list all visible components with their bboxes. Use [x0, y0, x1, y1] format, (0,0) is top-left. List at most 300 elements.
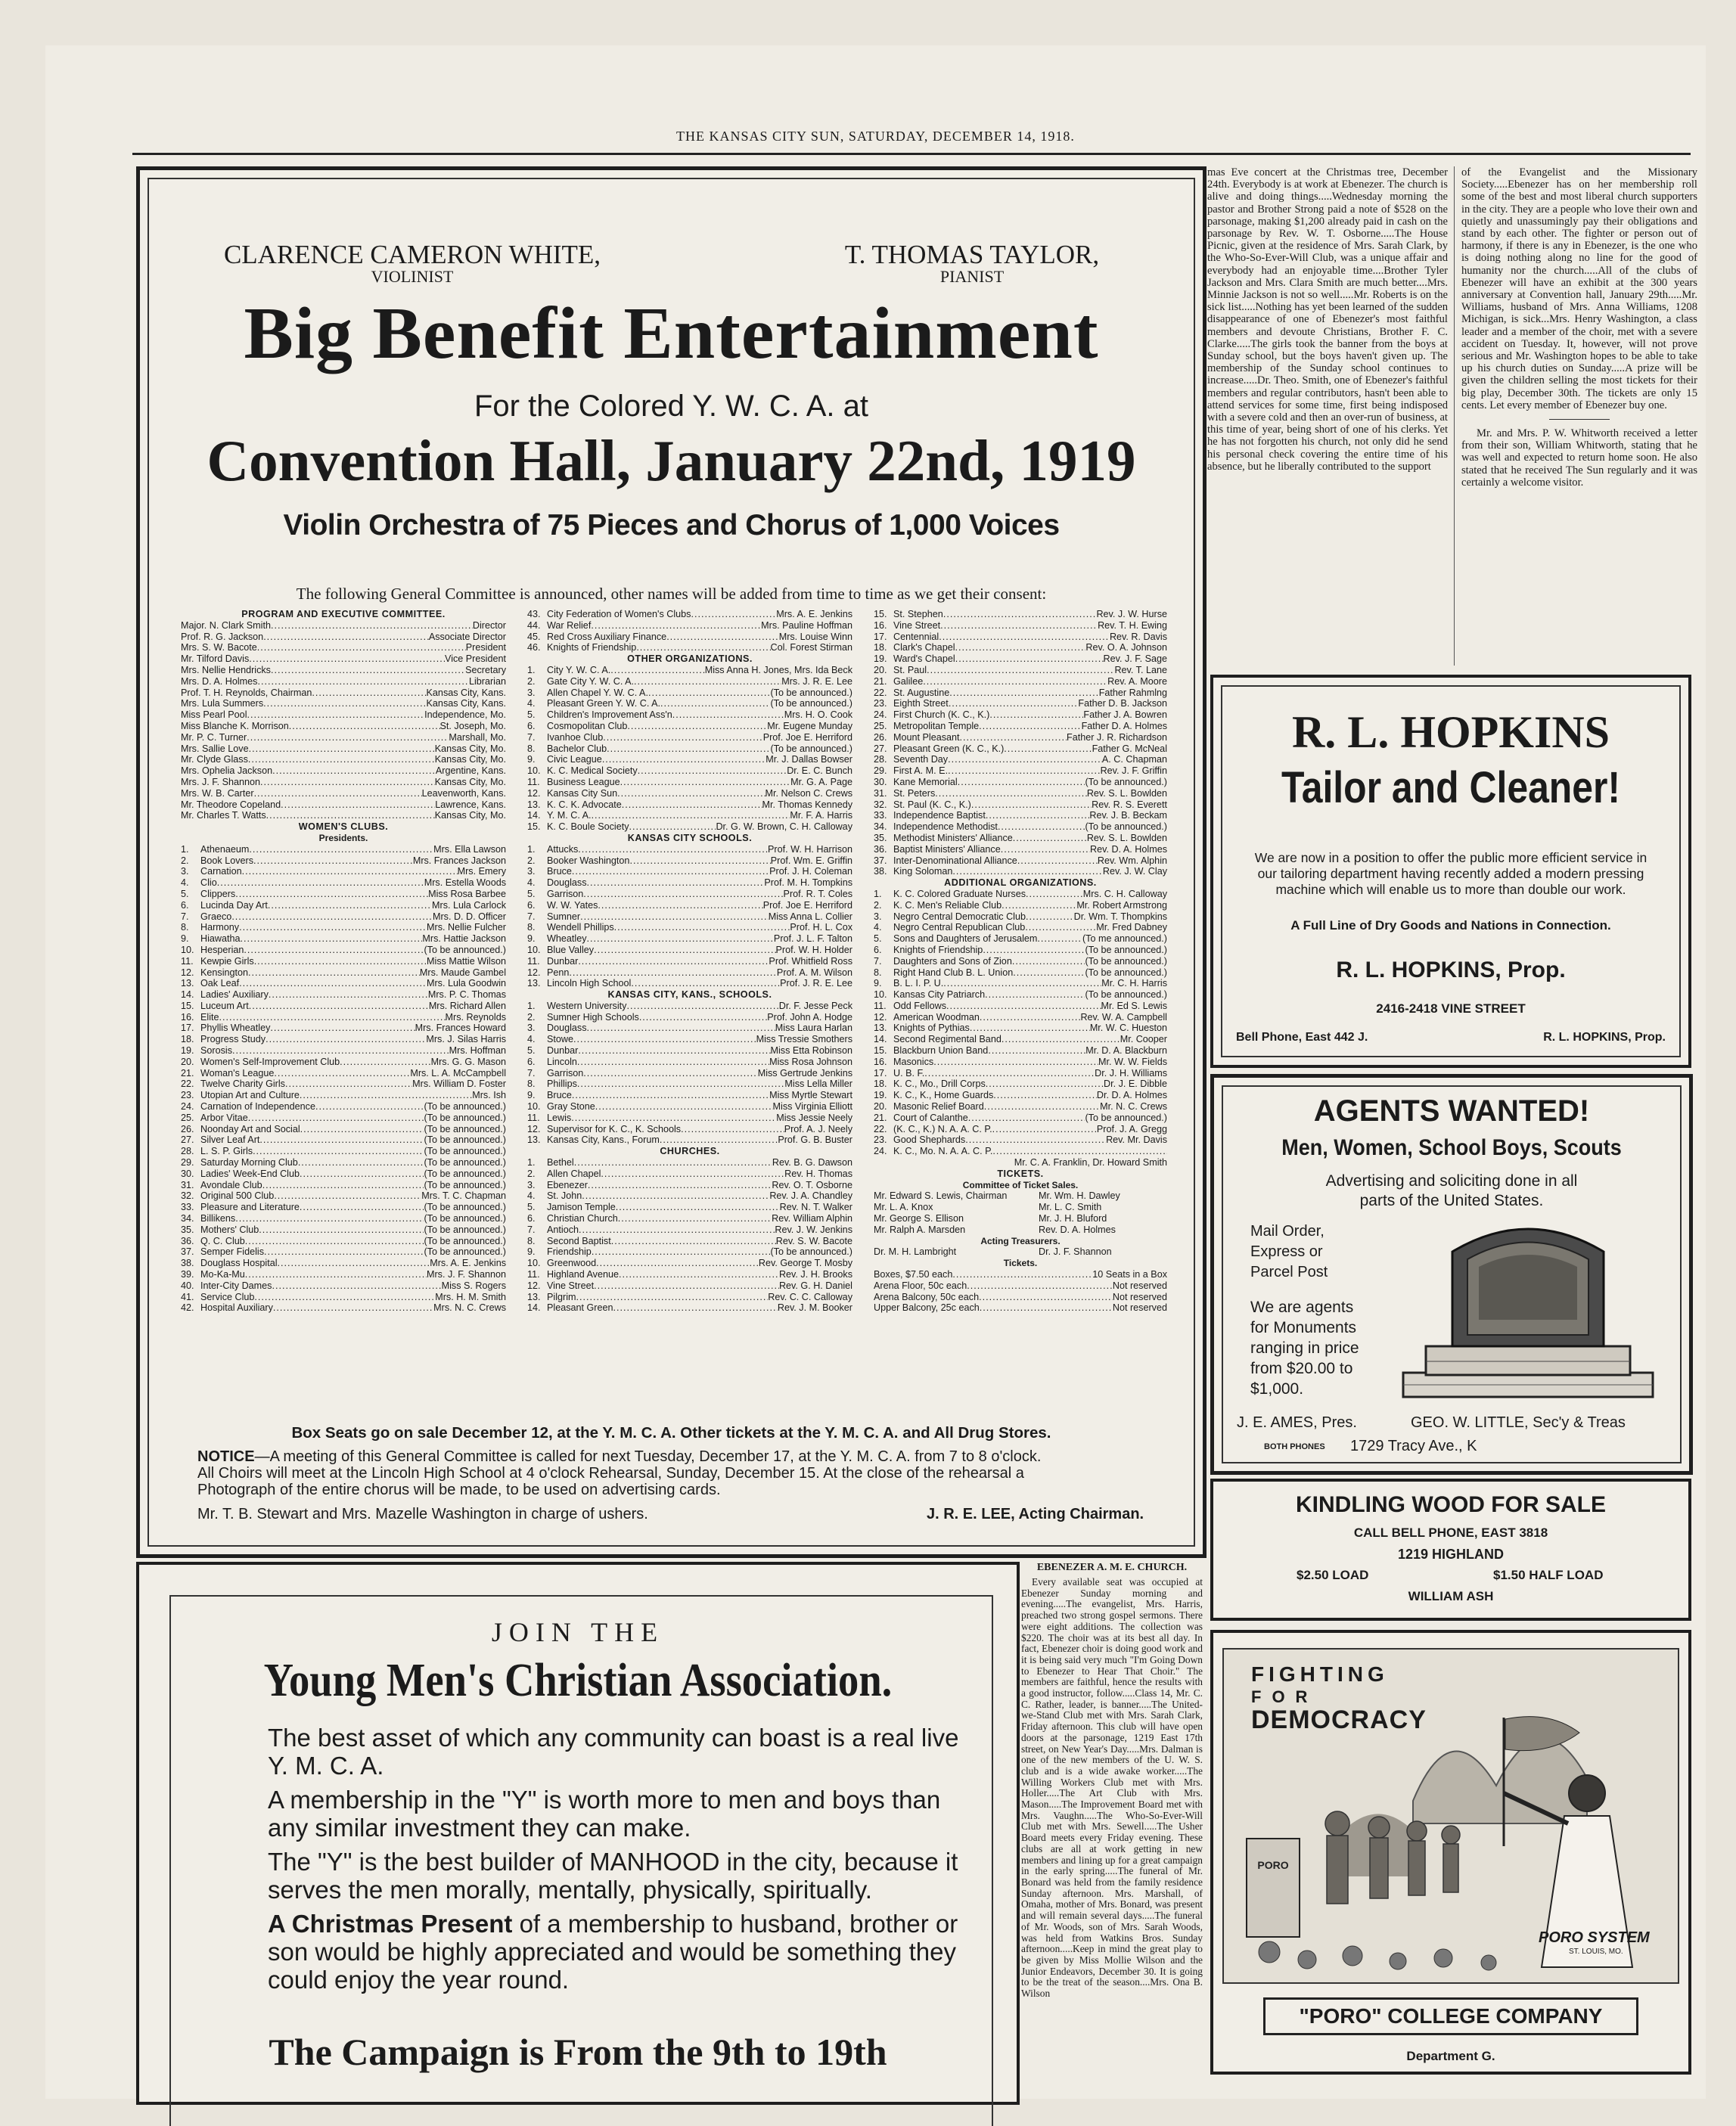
list-cell: Ward's Chapel: [893, 653, 955, 665]
agents-mail-2: Express or: [1250, 1243, 1323, 1260]
list-cell: Mr. Clyde Glass: [181, 754, 248, 765]
leader-dots: [247, 732, 449, 743]
poro-box-label: PORO: [1257, 1859, 1289, 1871]
list-item: [874, 632, 1167, 643]
list-cell: Mr. N. C. Crews: [1100, 1101, 1167, 1113]
list-cell: Rev. S. L. Bowlden: [1086, 787, 1167, 799]
list-item: [874, 810, 1167, 821]
leader-dots: [578, 956, 769, 967]
list-cell: Rev. Mr. Davis: [1106, 1134, 1167, 1146]
committee-member: Mr. Ralph A. Marsden: [874, 1224, 966, 1235]
list-cell: Sumner: [547, 911, 581, 922]
list-cell: Father Rahmlng: [1098, 687, 1167, 698]
list-cell: Rev. G. H. Daniel: [778, 1280, 852, 1291]
list-cell: Civic League: [547, 754, 602, 765]
list-cell: Sorosis: [200, 1045, 232, 1057]
list-cell: (To me announced.): [1082, 933, 1167, 945]
list-item: [527, 676, 852, 687]
leader-dots: [979, 721, 1081, 732]
leader-dots: [241, 933, 423, 945]
agents-mail: [1250, 1221, 1328, 1283]
leader-dots: [594, 945, 775, 956]
left-performer-name: CLARENCE CAMERON WHITE,: [223, 240, 601, 269]
list-cell: 5.: [874, 933, 882, 945]
list-item: [874, 642, 1167, 653]
list-cell: 21.: [874, 1112, 887, 1123]
list-cell: Original 500 Club: [200, 1190, 275, 1202]
list-item: [181, 978, 506, 989]
committee-member: Mr. L. C. Smith: [1039, 1202, 1102, 1213]
notice-block: [197, 1448, 1188, 1498]
list-item: [874, 709, 1167, 721]
list-cell: Y. M. C. A.: [547, 810, 592, 821]
list-cell: Pleasure and Literature: [200, 1202, 300, 1213]
list-cell: 13.: [527, 1291, 541, 1302]
leader-dots: [260, 777, 435, 788]
list-item: [527, 1001, 852, 1012]
leader-dots: [271, 620, 473, 632]
list-item: [874, 1034, 1167, 1045]
list-cell: Leavenworth, Kans.: [421, 787, 506, 799]
list-cell: 8.: [181, 922, 189, 933]
list-cell: 24.: [181, 1101, 194, 1113]
list-cell: 11.: [527, 776, 540, 787]
leader-dots: [592, 810, 790, 821]
list-cell: 35.: [181, 1224, 194, 1235]
list-cell: 7.: [181, 911, 189, 922]
list-cell: 19.: [181, 1045, 194, 1057]
list-cell: Rev. J. H. Brooks: [778, 1269, 852, 1280]
leader-dots: [571, 1113, 776, 1124]
list-item: [527, 620, 852, 632]
list-cell: 5.: [527, 1202, 536, 1213]
list-heading: TICKETS.: [997, 1168, 1044, 1179]
agents-president: J. E. AMES, Pres.: [1237, 1414, 1357, 1431]
leader-dots: [573, 1034, 756, 1045]
list-cell: Douglass: [547, 1023, 587, 1034]
list-item: [874, 821, 1167, 833]
list-cell: Noonday Art and Social: [200, 1123, 300, 1134]
hopkins-phone: Bell Phone, East 442 J.: [1236, 1031, 1368, 1044]
list-cell: King Soloman: [893, 866, 953, 877]
list-item: [181, 911, 506, 923]
list-cell: 4.: [527, 1190, 536, 1202]
list-cell: Mr. Tilford Davis: [181, 653, 250, 665]
list-cell: Miss Gertrude Jenkins: [757, 1067, 852, 1079]
list-cell: Mrs. Louise Winn: [778, 631, 852, 642]
leader-dots: [592, 1246, 771, 1258]
list-cell: Librarian: [468, 675, 506, 687]
kindling-title: KINDLING WOOD FOR SALE: [1296, 1492, 1606, 1517]
list-cell: Centennial: [893, 631, 939, 642]
agents-phones: BOTH PHONES: [1264, 1442, 1325, 1451]
list-cell: 23.: [874, 1134, 887, 1146]
leader-dots: [249, 653, 445, 665]
list-cell: Dr. G. W. Brown, C. H. Calloway: [716, 821, 852, 833]
list-cell: Mrs. Lula Carlock: [432, 899, 506, 911]
list-cell: Mr. G. A. Page: [790, 776, 852, 787]
list-cell: Rev. J. W. Jenkins: [775, 1224, 852, 1235]
list-cell: (To be announced.): [770, 687, 852, 698]
committee-member: Mr. J. H. Bluford: [1039, 1213, 1107, 1224]
list-item: [527, 1224, 852, 1236]
list-cell: 22.: [874, 687, 887, 698]
list-cell: 34.: [181, 1213, 194, 1224]
list-item: [181, 877, 506, 889]
leader-dots: [979, 1292, 1113, 1303]
list-cell: Rev. R. Davis: [1109, 631, 1167, 642]
list-cell: Douglass: [547, 877, 587, 889]
list-cell: 9.: [527, 933, 536, 945]
list-item: [874, 765, 1167, 777]
list-cell: Miss S. Rogers: [441, 1280, 506, 1291]
list-item: [874, 866, 1167, 877]
list-cell: Mrs. H. O. Cook: [784, 709, 852, 721]
list-cell: Miss Tressie Smothers: [756, 1034, 852, 1045]
list-cell: Prof. R. T. Coles: [783, 888, 852, 899]
list-cell: 13.: [874, 1023, 887, 1034]
list-cell: 3.: [874, 911, 882, 922]
list-cell: Clippers: [200, 888, 236, 899]
list-cell: Dunbar: [547, 955, 579, 967]
list-item: [527, 609, 852, 620]
list-cell: Rev. H. Thomas: [784, 1168, 852, 1179]
list-cell: 9.: [527, 1090, 536, 1101]
list-item: [527, 799, 852, 811]
list-heading: Committee of Ticket Sales.: [962, 1179, 1079, 1190]
list-cell: (To be announced.): [424, 1213, 506, 1224]
list-cell: 18.: [181, 1034, 194, 1045]
list-cell: Miss Laura Harlan: [775, 1023, 852, 1034]
list-cell: K. C. Boule Society: [547, 821, 629, 833]
leader-dots: [616, 1202, 780, 1213]
poro-slogan-2: FOR: [1251, 1687, 1318, 1706]
list-cell: 19.: [874, 653, 887, 665]
list-item: [527, 1012, 852, 1023]
leader-dots: [598, 900, 762, 911]
list-item: [527, 1124, 852, 1135]
agents-mon-5: $1,000.: [1250, 1380, 1304, 1398]
list-item: [527, 1236, 852, 1247]
ymca-p2: A membership in the "Y" is worth more to men and boys than any similar investment they can make.: [268, 1786, 941, 1842]
list-cell: Pilgrim: [547, 1291, 576, 1302]
list-cell: 1.: [181, 843, 189, 855]
list-cell: Children's Improvement Ass'n: [547, 709, 672, 721]
list-cell: 10.: [527, 765, 541, 777]
leader-dots: [253, 1146, 424, 1157]
leader-dots: [595, 1101, 773, 1113]
list-cell: Director: [472, 619, 506, 631]
list-cell: (To be announced.): [1085, 989, 1167, 1001]
leader-dots: [580, 911, 769, 923]
leader-dots: [1012, 956, 1085, 967]
list-item: [527, 1202, 852, 1213]
leader-dots: [984, 1101, 1100, 1113]
list-cell: 10.: [527, 944, 541, 955]
list-cell: Utopian Art and Culture: [200, 1090, 300, 1101]
monument-illustration: [1388, 1206, 1668, 1411]
list-cell: Mrs. G. G. Mason: [430, 1056, 506, 1067]
list-cell: Knights of Friendship: [893, 944, 983, 955]
leader-dots: [943, 609, 1097, 620]
list-cell: Saturday Morning Club: [200, 1157, 298, 1169]
agents-address: 1729 Tracy Ave., K: [1350, 1438, 1477, 1454]
list-item: [874, 900, 1167, 911]
list-item: [181, 1090, 506, 1101]
list-cell: 16.: [874, 619, 887, 631]
leader-dots: [940, 620, 1098, 632]
list-item: [527, 788, 852, 799]
list-cell: B. L. I. P. U.: [893, 978, 944, 989]
poro-department: Department G.: [1406, 2049, 1495, 2063]
leader-dots: [988, 1045, 1085, 1057]
list-item: [181, 1023, 506, 1034]
list-heading: PROGRAM AND EXECUTIVE COMMITTEE.: [241, 609, 446, 619]
list-cell: Prof. H. L. Cox: [790, 922, 852, 933]
list-heading: KANSAS CITY, KANS., SCHOOLS.: [607, 989, 772, 1001]
list-cell: Wendell Phillips: [547, 922, 614, 933]
list-cell: Mr. Eugene Munday: [767, 720, 852, 731]
list-cell: Father D. B. Jackson: [1078, 698, 1167, 709]
list-cell: City Y. W. C. A.: [547, 664, 611, 675]
ymca-title: Young Men's Christian Association.: [263, 1655, 893, 1706]
list-cell: Kansas City Sun: [547, 787, 618, 799]
list-cell: City Federation of Women's Clubs: [547, 609, 691, 619]
leader-dots: [634, 676, 781, 687]
list-item: [181, 1146, 506, 1157]
list-cell: (To be announced.): [1085, 955, 1167, 967]
list-cell: K. C., Mo., Drill Corps: [893, 1079, 986, 1090]
list-item: [527, 765, 852, 777]
list-cell: Woman's League: [200, 1067, 275, 1079]
leader-dots: [1004, 743, 1092, 755]
list-cell: Prof. J. H. Coleman: [769, 866, 852, 877]
leader-dots: [666, 632, 779, 643]
list-item: [874, 889, 1167, 900]
leader-dots: [935, 788, 1087, 799]
list-cell: Dr. J. H. Williams: [1095, 1067, 1167, 1079]
list-cell: 9.: [527, 1246, 536, 1258]
list-cell: Miss Mattie Wilson: [427, 955, 506, 967]
list-cell: Hiawatha: [200, 933, 241, 945]
list-cell: (To be announced.): [424, 944, 506, 955]
leader-dots: [638, 765, 787, 777]
list-cell: 36.: [181, 1235, 194, 1246]
list-cell: Miss Rosa Johnson: [769, 1056, 852, 1067]
list-cell: Major. N. Clark Smith: [181, 619, 271, 631]
list-cell: 13.: [527, 1134, 541, 1146]
list-item: [874, 620, 1167, 632]
leader-dots: [340, 1057, 430, 1068]
list-cell: Sons and Daughters of Jerusalem: [893, 933, 1038, 945]
list-cell: Mrs. Ish: [472, 1090, 506, 1101]
list-cell: Garrison: [547, 1067, 584, 1079]
list-cell: 2.: [181, 855, 189, 866]
list-cell: 8.: [527, 922, 536, 933]
list-cell: Secretary: [465, 664, 506, 675]
list-cell: Gray Stone: [547, 1101, 595, 1113]
list-cell: Allen Chapel Y. W. C. A.: [547, 687, 648, 698]
list-cell: Father D. A. Holmes: [1081, 720, 1167, 731]
list-cell: (K. C., K.) N. A. A. C. P.: [893, 1123, 992, 1134]
list-cell: K. C. Men's Reliable Club: [893, 899, 1002, 911]
leader-dots: [980, 1012, 1081, 1023]
agents-monuments: [1250, 1297, 1359, 1399]
list-item: [181, 632, 506, 643]
list-cell: (To be announced.): [424, 1168, 506, 1179]
list-item: [181, 1079, 506, 1090]
list-cell: 2.: [527, 675, 536, 687]
list-cell: 5.: [181, 888, 189, 899]
list-cell: Jamison Temple: [547, 1202, 616, 1213]
list-cell: 36.: [874, 843, 887, 855]
list-cell: 6.: [527, 1213, 536, 1224]
agents-mon-4: from $20.00 to: [1250, 1360, 1353, 1377]
list-cell: Twelve Charity Girls: [200, 1079, 285, 1090]
list-cell: Miss Pearl Pool: [181, 709, 247, 721]
leader-dots: [660, 1134, 778, 1146]
leader-dots: [572, 866, 769, 877]
list-item: [527, 1090, 852, 1101]
list-cell: 9.: [181, 933, 189, 945]
list-cell: Mount Pleasant: [893, 731, 960, 743]
list-cell: Mr. C. H. Harris: [1101, 978, 1167, 989]
list-item: [874, 956, 1167, 967]
list-cell: 2.: [527, 1168, 536, 1179]
list-cell: Rev. S. L. Bowlden: [1086, 832, 1167, 843]
list-cell: Graeco: [200, 911, 232, 922]
list-cell: Bruce: [547, 1090, 572, 1101]
list-item: [181, 1190, 506, 1202]
list-cell: Women's Self-Improvement Club: [200, 1056, 340, 1067]
list-item: [527, 900, 852, 911]
leader-dots: [572, 1090, 769, 1101]
list-item: [874, 1045, 1167, 1057]
list-item: [527, 1023, 852, 1034]
leader-dots: [582, 1190, 769, 1202]
list-cell: Pleasant Green (K. C., K.): [893, 743, 1005, 754]
list-cell: 23.: [874, 698, 887, 709]
leader-dots: [970, 1023, 1090, 1034]
list-item: [874, 1113, 1167, 1124]
leader-dots: [263, 632, 429, 643]
list-cell: St. Joseph, Mo.: [439, 720, 506, 731]
list-cell: W. W. Yates: [547, 899, 598, 911]
leader-dots: [619, 1269, 779, 1280]
list-item: [527, 821, 852, 833]
treasurers-row: [874, 1246, 1167, 1258]
list-cell: 38.: [181, 1258, 194, 1269]
list-cell: Second Baptist: [547, 1235, 611, 1246]
list-heading: ADDITIONAL ORGANIZATIONS.: [944, 877, 1097, 889]
list-cell: 12.: [874, 1011, 887, 1023]
list-cell: 40.: [181, 1280, 194, 1291]
list-cell: 29.: [181, 1157, 194, 1169]
list-cell: Rev. J. M. Booker: [777, 1302, 852, 1314]
list-item: [527, 1169, 852, 1180]
leader-dots: [281, 799, 435, 811]
list-cell: Inter-City Dames: [200, 1280, 272, 1291]
agents-title: AGENTS WANTED!: [1313, 1094, 1590, 1128]
list-cell: 2.: [527, 1011, 536, 1023]
leader-dots: [289, 721, 440, 732]
list-cell: 26.: [874, 731, 887, 743]
leader-dots: [235, 1213, 424, 1224]
leader-dots: [986, 810, 1090, 821]
list-cell: 11.: [527, 955, 540, 967]
leader-dots: [587, 1023, 775, 1034]
list-item: [527, 1213, 852, 1224]
leader-dots: [259, 1224, 424, 1236]
ticket-sales-row: [874, 1224, 1167, 1236]
leader-dots: [985, 989, 1085, 1001]
leader-dots: [300, 1202, 424, 1213]
leader-dots: [254, 1292, 435, 1303]
hopkins-body: We are now in a position to offer the public more efficient service in our tailoring department having recently added a modern pressing machine which will enable us to more than double our work.: [1254, 850, 1647, 897]
agents-mail-1: Mail Order,: [1250, 1223, 1325, 1240]
list-cell: Dr. E. C. Bunch: [787, 765, 852, 777]
list-item: [181, 956, 506, 967]
list-item: [181, 1124, 506, 1135]
list-item: [181, 933, 506, 945]
list-item: [181, 1068, 506, 1079]
list-cell: Kensington: [200, 967, 249, 978]
list-cell: Phillips: [547, 1079, 577, 1090]
list-cell: Col. Forest Stirman: [770, 642, 852, 653]
notice-text-2: All Choirs will meet at the Lincoln High School at 4 o'clock Rehearsal, Sunday, December 15. At the close of the rehearsal a: [197, 1465, 1024, 1482]
list-item: [181, 721, 506, 732]
list-cell: Ladies' Auxiliary: [200, 989, 269, 1001]
list-cell: Mr. J. Dallas Bowser: [766, 754, 852, 765]
list-cell: Lewis: [547, 1112, 572, 1123]
list-item: [874, 609, 1167, 620]
leader-dots: [923, 676, 1107, 687]
leader-dots: [583, 1068, 757, 1079]
list-cell: Independence Baptist: [893, 810, 986, 821]
benefit-venue: Convention Hall, January 22nd, 1919: [207, 428, 1136, 493]
left-performer-role: VIOLINIST: [371, 267, 454, 286]
ticket-type: Boxes, $7.50 each: [874, 1269, 953, 1280]
list-cell: Elite: [200, 1011, 219, 1023]
poro-location: ST. LOUIS, MO.: [1569, 1948, 1623, 1956]
list-cell: Eighth Street: [893, 698, 949, 709]
hopkins-line: A Full Line of Dry Goods and Nations in Connection.: [1290, 918, 1611, 933]
committee-member: Mr. L. A. Knox: [874, 1202, 933, 1213]
leader-dots: [248, 967, 420, 979]
list-cell: Mrs. William D. Foster: [412, 1079, 506, 1090]
list-cell: Arbor Vitae: [200, 1112, 248, 1123]
leader-dots: [939, 632, 1110, 643]
list-cell: Dr. F. Jesse Peck: [778, 1000, 852, 1011]
list-cell: Prof. M. H. Tompkins: [764, 877, 852, 889]
list-cell: (To be announced.): [424, 1179, 506, 1190]
ebenezer-text: Every available seat was occupied at Ebenezer Sunday morning and evening.....The evangelist, Mrs. Harris, preached two strong gospel sermons. There were eight additions. The collection was $220. The choir was at its best all day. In fact, Ebenezer choir is doing good work and it is being said very much "I'm Going Down to Ebenezer to Hear That Choir." The members are faithful, hence the results with a good instructor, follow.....Class 14, Mr. C. C. Rather, leader, is banner.....The United-we-Stand Club met with Mrs. Sarah Clark, Friday afternoon. This club will have open doors at the parsonage, 1219 East 17th street, on New Year's Day.....Mrs. Dalman is one of the new members of the U. W. S. club and is a wide awake worker.....The Willing Workers Club met with Mrs. Holler.....The Art Club with Mrs. Mason.....The Improvement Board met with Mrs. Vaughn.....The Who-So-Ever-Will Club met with Mrs. Sewell.....The Usher Board meets every Friday evening. These clubs are all at work getting in new members and lining up for a great campaign in the early spring.....The funeral of Mr. Bonard was held from the family residence Sunday afternoon. Mrs. Marshall, of Omaha, mother of Mrs. Bonard, was present and will remain several days.....The funeral of Mr. Woods, son of Mrs. Sarah Woods, was held from Watkins Bros. Sunday afternoon.....Keep in mind the great play to be given by Miss Mollie Wilson and the Junior Endeavors, December 30. It is going to be the treat of the season....Mrs. Ona B. Wilson: [1021, 1576, 1203, 2000]
poro-slogan-1: FIGHTING: [1251, 1662, 1389, 1686]
leader-dots: [924, 1068, 1095, 1079]
committee-column-2: [527, 609, 852, 1314]
list-cell: 31.: [874, 787, 887, 799]
list-item: [874, 922, 1167, 933]
list-cell: Rev. B. G. Dawson: [772, 1157, 852, 1169]
list-item: [527, 632, 852, 643]
leader-dots: [967, 1280, 1113, 1292]
list-cell: 1.: [527, 843, 536, 855]
ticket-type: Arena Floor, 50c each: [874, 1280, 967, 1291]
list-item: [181, 1246, 506, 1258]
list-item: [181, 810, 506, 821]
list-cell: Dr. D. A. Holmes: [1096, 1090, 1167, 1101]
list-cell: Rev. D. A. Holmes: [1090, 843, 1167, 855]
